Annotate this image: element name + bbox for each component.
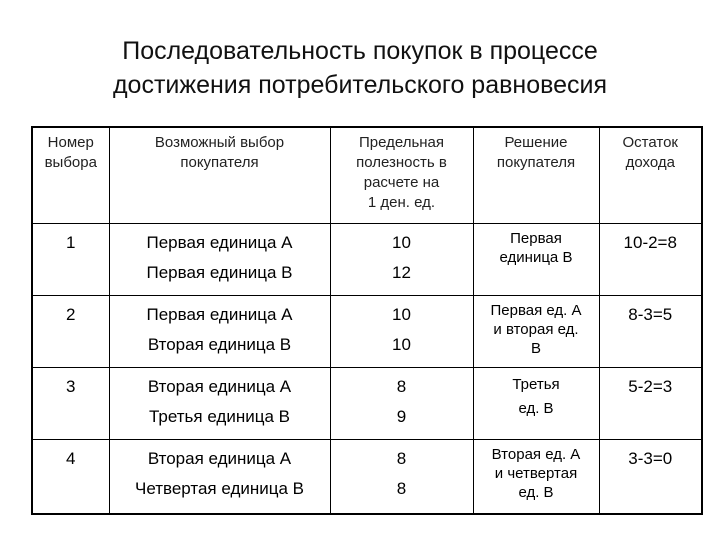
- table-row: [32, 296, 702, 368]
- header-decision: Решение покупателя: [473, 127, 599, 224]
- cell-number: 2: [32, 296, 109, 368]
- cell-utility: 10 12: [330, 224, 473, 296]
- cell-choice: Первая единица А Вторая единица В: [109, 296, 330, 368]
- cell-remainder: 3-3=0: [599, 440, 702, 514]
- header-choice-number: Номер выбора: [32, 127, 109, 224]
- cell-choice: Вторая единица А Четвертая единица В: [109, 440, 330, 514]
- cell-decision: Первая единица В: [473, 224, 599, 296]
- cell-remainder: 8-3=5: [599, 296, 702, 368]
- page-title: [0, 34, 720, 102]
- title-line-2: достижения потребительского равновесия: [112, 71, 608, 99]
- cell-remainder: 10-2=8: [599, 224, 702, 296]
- table-row: [32, 368, 702, 440]
- header-possible-choice: Возможный выбор покупателя: [109, 127, 330, 224]
- cell-choice: Вторая единица А Третья единица В: [109, 368, 330, 440]
- cell-remainder: 5-2=3: [599, 368, 702, 440]
- title-line-1: Последовательность покупок в процессе: [122, 37, 598, 65]
- cell-number: 4: [32, 440, 109, 514]
- table-header-row: [32, 127, 702, 224]
- table-row: [32, 440, 702, 514]
- cell-utility: 8 9: [330, 368, 473, 440]
- cell-decision: Вторая ед. А и четвертая ед. В: [473, 440, 599, 514]
- cell-decision: Первая ед. А и вторая ед. В: [473, 296, 599, 368]
- cell-number: 3: [32, 368, 109, 440]
- cell-utility: 10 10: [330, 296, 473, 368]
- cell-choice: Первая единица А Первая единица В: [109, 224, 330, 296]
- header-marginal-utility: Предельная полезность в расчете на 1 ден. ед.: [330, 127, 473, 224]
- cell-number: 1: [32, 224, 109, 296]
- cell-decision: Третья ед. В: [473, 368, 599, 440]
- header-remainder: Остаток дохода: [599, 127, 702, 224]
- cell-utility: 8 8: [330, 440, 473, 514]
- table-row: [32, 224, 702, 296]
- purchase-sequence-table: [31, 126, 703, 515]
